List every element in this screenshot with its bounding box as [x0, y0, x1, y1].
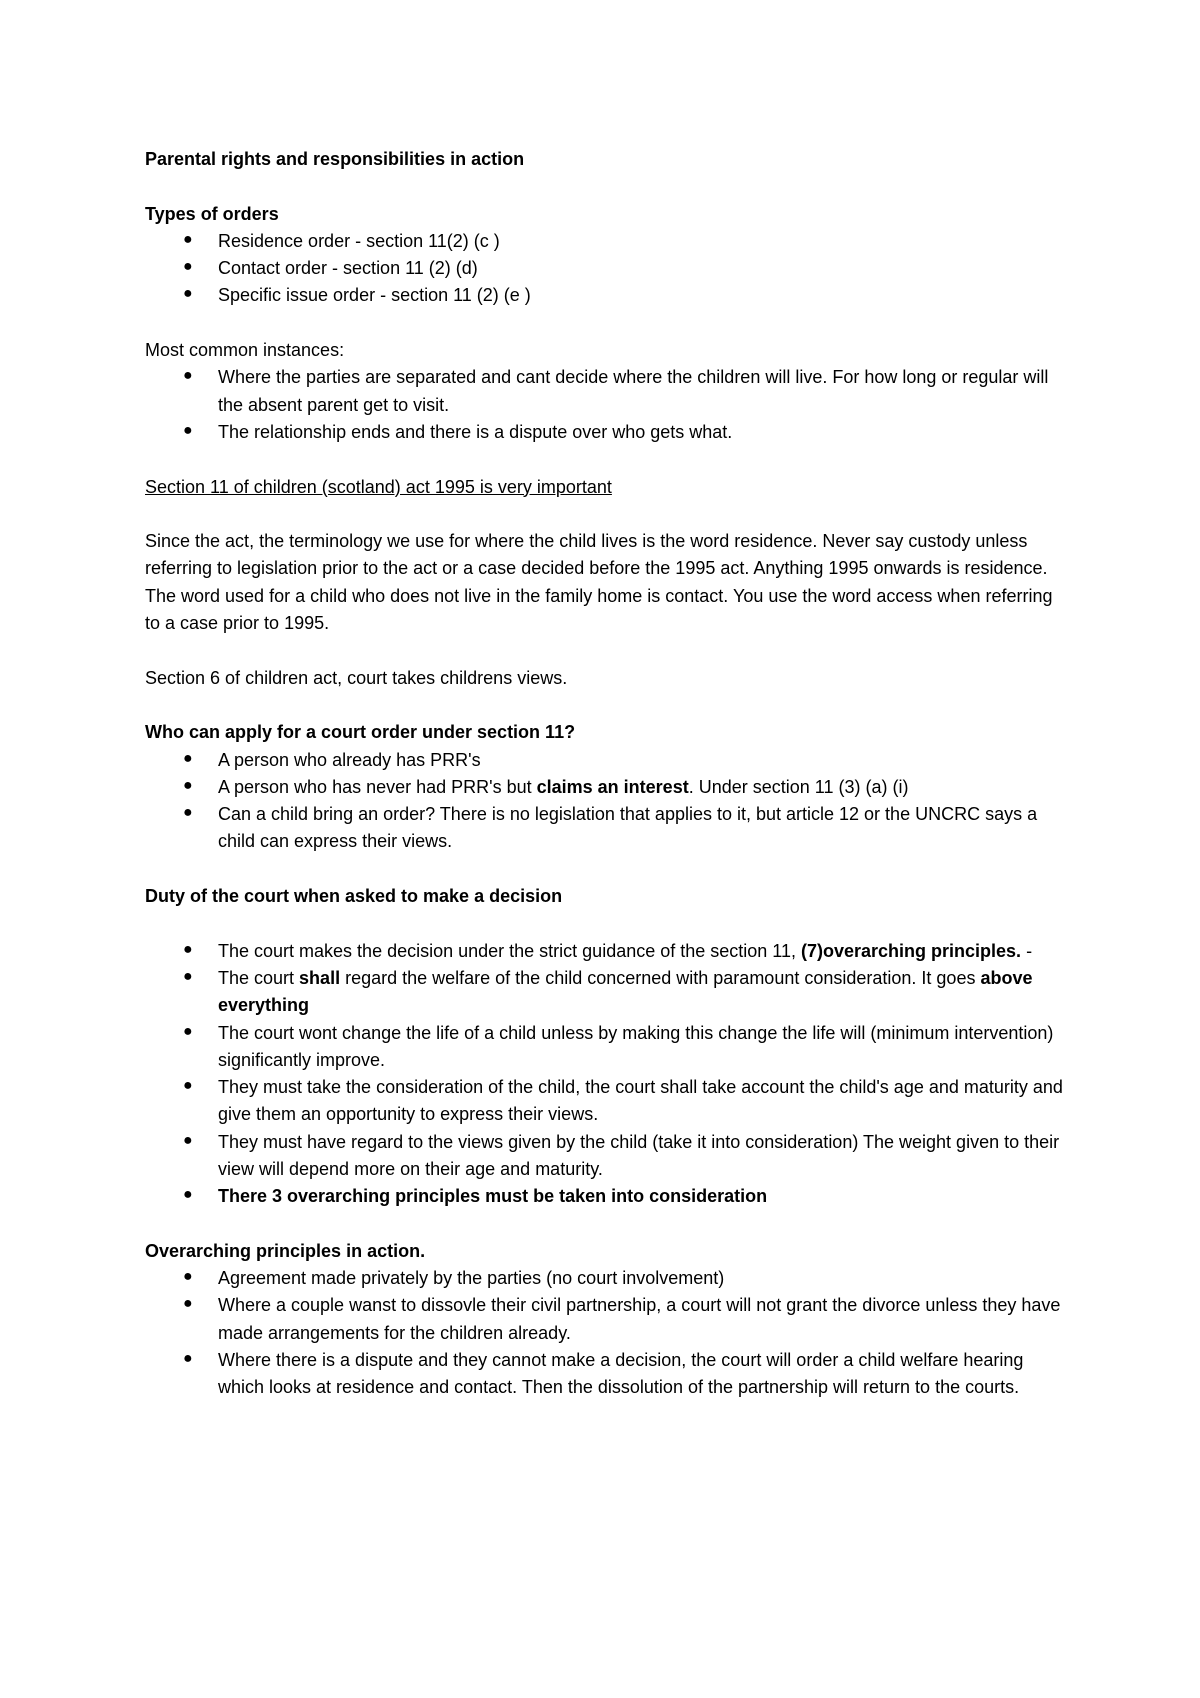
list-item: ● Where a couple wanst to dissovle their civil partnership, a court will not grant the divorce unless they have made arrangements for the children already.: [183, 1295, 1061, 1343]
who-can-apply-heading: Who can apply for a court order under section 11?: [145, 722, 576, 743]
list-item: ● Residence order - section 11(2) (c ): [183, 230, 500, 251]
bullet-icon: ●: [183, 1022, 193, 1040]
bullet-icon: ●: [183, 421, 193, 439]
overarching-principles-list: [145, 1265, 1065, 1401]
list-item: ● Where the parties are separated and cant decide where the children will live. For how long or regular will the absent parent get to visit.: [183, 367, 1049, 415]
bullet-icon: ●: [183, 1131, 193, 1149]
bullet-icon: ●: [183, 1295, 193, 1313]
bullet-icon: ●: [183, 258, 193, 276]
list-item: ● Can a child bring an order? There is no legislation that applies to it, but article 12 or the UNCRC says a child can express their views.: [183, 804, 1038, 852]
list-item: ● Agreement made privately by the parties (no court involvement): [183, 1268, 725, 1289]
types-of-orders-list: [145, 228, 1065, 310]
bullet-icon: ●: [183, 1077, 193, 1095]
list-item: ● Contact order - section 11 (2) (d): [183, 258, 478, 279]
common-instances-heading: Most common instances:: [145, 340, 345, 361]
bullet-icon: ●: [183, 1186, 193, 1204]
list-item: ● The court shall regard the welfare of the child concerned with paramount consideration. It goes above everything: [183, 967, 1033, 1016]
document-title: Parental rights and responsibilities in action: [145, 149, 525, 169]
common-instances-list: [145, 364, 1065, 446]
list-item: ● The relationship ends and there is a dispute over who gets what.: [183, 421, 733, 442]
contact-paragraph: The word used for a child who does not live in the family home is contact. You use the word access when referring to a case prior to 1995.: [145, 585, 1053, 634]
bullet-icon: ●: [183, 749, 193, 767]
bullet-icon: ●: [183, 776, 193, 794]
types-of-orders-heading: Types of orders: [145, 203, 279, 224]
bullet-icon: ●: [183, 1268, 193, 1286]
overarching-principles-heading: Overarching principles in action.: [145, 1240, 426, 1261]
list-item: ● Where there is a dispute and they cannot make a decision, the court will order a child welfare hearing which looks at residence and contact. Then the dissolution of the partnership will return to the courts.: [183, 1350, 1024, 1398]
bullet-icon: ●: [183, 1350, 193, 1368]
section-6-paragraph: Section 6 of children act, court takes childrens views.: [145, 667, 568, 688]
document-body: [145, 146, 1065, 1402]
bullet-icon: ●: [183, 967, 193, 985]
duty-of-court-heading: Duty of the court when asked to make a decision: [145, 886, 563, 907]
list-item: ● There 3 overarching principles must be taken into consideration: [183, 1186, 768, 1207]
list-item: ● They must take the consideration of the child, the court shall take account the child's age and maturity and give them an opportunity to express their views.: [183, 1077, 1063, 1125]
bullet-icon: ●: [183, 940, 193, 958]
list-item: ● The court makes the decision under the strict guidance of the section 11, (7)overarching principles. -: [183, 940, 1033, 961]
section-11-note: Section 11 of children (scotland) act 1995 is very important: [145, 476, 612, 497]
bullet-icon: ●: [183, 804, 193, 822]
list-item: ● They must have regard to the views given by the child (take it into consideration) The weight given to their view will depend more on their age and maturity.: [183, 1131, 1060, 1179]
list-item: ● Specific issue order - section 11 (2) (e ): [183, 285, 531, 306]
list-item: ● A person who already has PRR's: [183, 749, 481, 770]
who-can-apply-list: [145, 747, 1065, 856]
bullet-icon: ●: [183, 230, 193, 248]
list-item: ● A person who has never had PRR's but claims an interest. Under section 11 (3) (a) (i): [183, 776, 909, 797]
bullet-icon: ●: [183, 367, 193, 385]
list-item: ● The court wont change the life of a child unless by making this change the life will (minimum intervention) significantly improve.: [183, 1022, 1054, 1070]
duty-of-court-list: [145, 938, 1065, 1211]
bullet-icon: ●: [183, 285, 193, 303]
residence-paragraph: Since the act, the terminology we use for where the child lives is the word residence. Never say custody unless referring to legislation prior to the act or a case decided before the 1995 act. Anything 1995 onwards is residence.: [145, 531, 1048, 579]
